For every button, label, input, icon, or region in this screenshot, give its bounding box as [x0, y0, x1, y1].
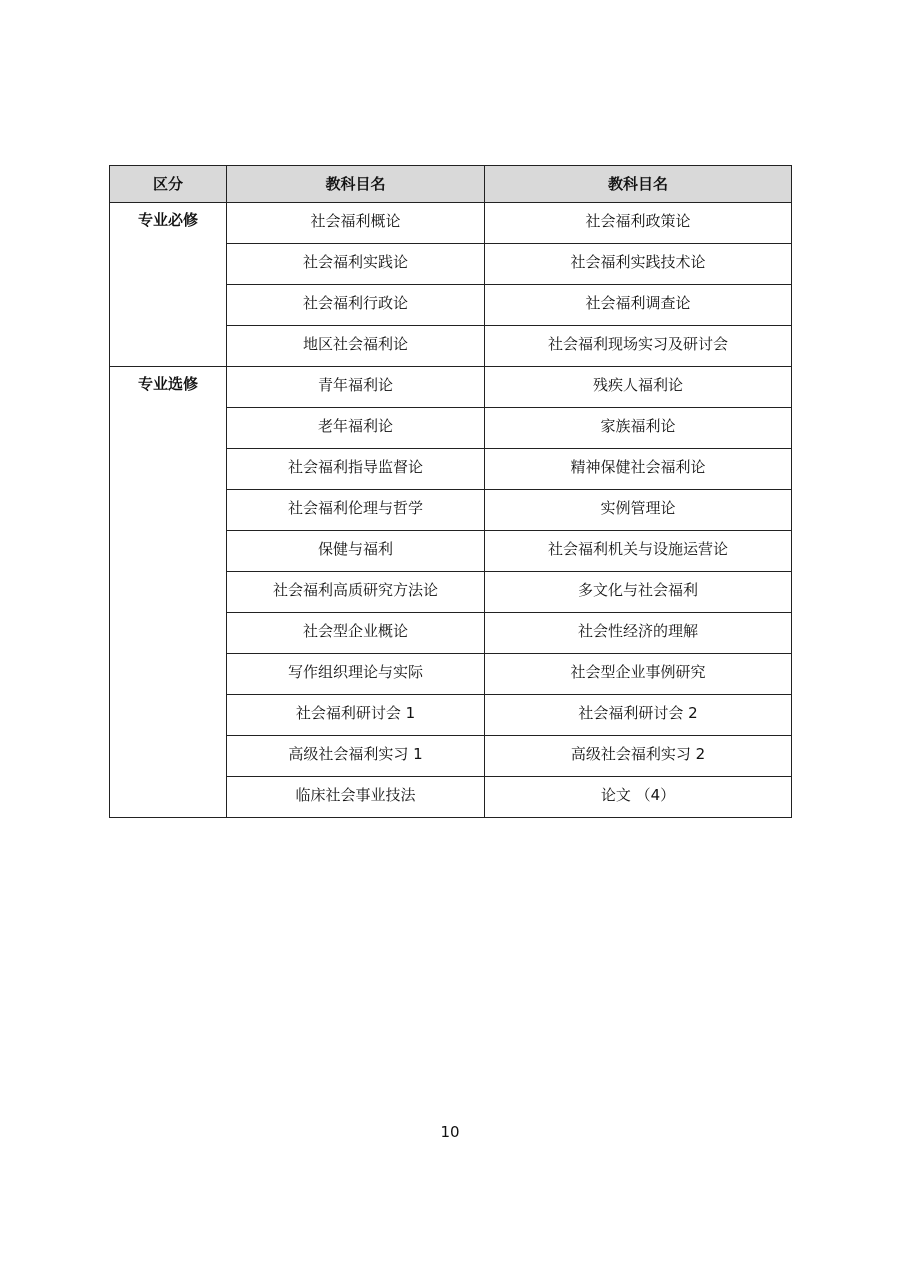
course-cell: 高级社会福利实习 1	[227, 736, 485, 777]
course-cell: 社会型企业事例研究	[485, 654, 792, 695]
course-cell: 社会福利概论	[227, 203, 485, 244]
course-cell: 社会福利实践技术论	[485, 244, 792, 285]
course-cell: 社会福利政策论	[485, 203, 792, 244]
table-header	[110, 166, 792, 203]
course-cell: 残疾人福利论	[485, 367, 792, 408]
course-cell: 社会性经济的理解	[485, 613, 792, 654]
course-cell: 社会福利高质研究方法论	[227, 572, 485, 613]
course-cell: 写作组织理论与实际	[227, 654, 485, 695]
course-cell: 社会福利现场实习及研讨会	[485, 326, 792, 367]
course-cell: 社会福利行政论	[227, 285, 485, 326]
course-cell: 社会福利研讨会 2	[485, 695, 792, 736]
header-row	[110, 166, 792, 203]
course-cell: 社会福利调查论	[485, 285, 792, 326]
header-category: 区分	[110, 166, 227, 203]
category-cell: 专业选修	[110, 367, 227, 818]
table-row	[110, 367, 792, 408]
course-cell: 社会福利伦理与哲学	[227, 490, 485, 531]
course-cell: 社会福利实践论	[227, 244, 485, 285]
course-cell: 实例管理论	[485, 490, 792, 531]
course-cell: 青年福利论	[227, 367, 485, 408]
course-cell: 临床社会事业技法	[227, 777, 485, 818]
course-cell: 高级社会福利实习 2	[485, 736, 792, 777]
header-course-name-1: 教科目名	[227, 166, 485, 203]
course-cell: 保健与福利	[227, 531, 485, 572]
page-number: 10	[440, 1123, 460, 1141]
table-row	[110, 203, 792, 244]
course-cell: 精神保健社会福利论	[485, 449, 792, 490]
course-cell: 社会福利指导监督论	[227, 449, 485, 490]
course-cell: 地区社会福利论	[227, 326, 485, 367]
course-cell: 社会福利研讨会 1	[227, 695, 485, 736]
course-cell: 论文 （4）	[485, 777, 792, 818]
table-body	[110, 203, 792, 818]
course-cell: 多文化与社会福利	[485, 572, 792, 613]
header-course-name-2: 教科目名	[485, 166, 792, 203]
curriculum-table	[109, 165, 792, 818]
course-cell: 家族福利论	[485, 408, 792, 449]
course-cell: 老年福利论	[227, 408, 485, 449]
course-cell: 社会福利机关与设施运营论	[485, 531, 792, 572]
category-cell: 专业必修	[110, 203, 227, 367]
course-cell: 社会型企业概论	[227, 613, 485, 654]
